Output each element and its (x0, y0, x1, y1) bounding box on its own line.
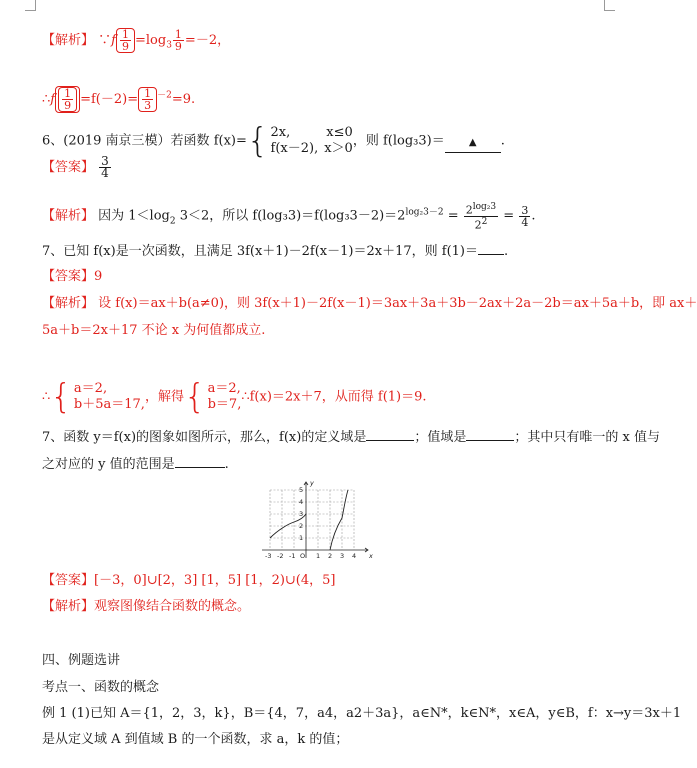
answer-7a: 【答案】9 (42, 269, 103, 284)
analysis-tag: 【解析】 (42, 33, 95, 48)
analysis-tag: 【解析】 (42, 296, 95, 311)
example-1-line-2: 是从定义域 A 到值域 B 的一个函数，求 a，k 的值； (42, 732, 349, 747)
example-1-line-1: 例 1 (1)已知 A＝{1，2，3，k}，B＝{4，7，a4，a2＋3a}，a∈N*，k∈N*，x∈A，y∈B，f：x→y＝3x＋1 (42, 706, 682, 721)
question-7b-line-2: 之对应的 y 值的范围是 . (42, 457, 229, 472)
y-tick-label: 3 (299, 510, 304, 518)
section-heading: 四、例题选讲 (42, 653, 121, 668)
graph-grid (270, 490, 354, 550)
fraction: $\frac{2^{log_23}}{2^2}$ (465, 202, 497, 232)
x-axis-label: x (369, 552, 373, 560)
solution-7b: 【解析】观察图像结合函数的概念。 (42, 599, 251, 614)
origin-label: O (300, 552, 306, 560)
corner-crop-mark (604, 0, 615, 11)
answer-6 (42, 156, 112, 179)
question-6: 6、(2019 南京三模）若函数 f(x)= { 2x, x≤0 f(x－2), x＞0 ，则 f(log₃3)＝ ▲ . (42, 121, 505, 161)
x-tick-label: -3 (265, 552, 272, 560)
graph-axes (262, 482, 368, 558)
y-tick-label: 5 (299, 486, 304, 494)
answer-blank (466, 440, 514, 441)
bracketed-fraction: $\frac{1}{3}$ (138, 87, 157, 112)
x-tick-label: 3 (340, 552, 345, 560)
answer-7b: 【答案】[－3，0]∪[2，3] [1，5] [1，2)∪(4，5] (42, 573, 336, 588)
answer-tag: 【答案】 (42, 269, 95, 284)
fraction: $\frac{3}{4}$ (101, 154, 109, 180)
answer-tag: 【答案】 (42, 573, 95, 588)
corner-crop-mark (25, 0, 36, 11)
x-tick-label: -2 (277, 552, 284, 560)
answer-blank: ▲ (445, 133, 501, 153)
analysis-tag: 【解析】 (42, 599, 95, 614)
question-7a: 7、已知 f(x)是一次函数，且满足 3f(x＋1)－2f(x－1)＝2x＋17，则 f(1)＝ . (42, 244, 509, 259)
solution-7a-line-3: ∴ { a＝2, b＋5a＝17, ，解得 { a＝2, b＝7, ∴f(x)＝2x＋7，从而得 f(1)＝9. (42, 377, 427, 417)
analysis-line-2: ∴f $\frac{1}{9}$ =f(－2)= $\frac{1}{3}$ $^{-2}$=9. (42, 87, 196, 112)
equation-system: { a＝2, b＝7, (183, 377, 242, 417)
answer-blank (366, 440, 414, 441)
bracketed-fraction: $\frac{1}{9}$ (55, 86, 80, 113)
y-tick-label: 2 (299, 522, 304, 530)
fraction: $\frac{1}{9}$ (174, 28, 182, 53)
answer-blank (478, 254, 504, 255)
answer-tag: 【答案】 (42, 160, 95, 175)
answer-blank (175, 467, 225, 468)
question-7b-line-1: 7、函数 y＝f(x)的图象如图所示，那么，f(x)的定义域是 ；值域是 ；其中只有唯一的 x 值与 (42, 430, 660, 445)
equation-system: { a＝2, b＋5a＝17, (50, 377, 145, 417)
piecewise-function: { 2x, x≤0 f(x－2), x＞0 (246, 121, 353, 161)
curve-right-segment (330, 490, 348, 550)
y-axis-label: y (310, 479, 314, 487)
bracketed-fraction: $\frac{1}{9}$ (116, 28, 135, 53)
key-point-heading: 考点一、函数的概念 (42, 680, 160, 695)
x-tick-label: -1 (289, 552, 296, 560)
x-tick-label: 1 (316, 552, 321, 560)
y-tick-label: 1 (299, 534, 304, 542)
y-tick-label: 4 (299, 498, 304, 506)
function-graph (258, 478, 376, 560)
solution-6: 【解析】 因为 $1<\log_2$ 3＜2，所以 $f(\log_33)=f(\log_33-2)=2^{log_23-2}$ = $\frac{2^{log_23}}{2^2}$ = $\frac{3}{4}$ . (42, 202, 536, 232)
fraction: $\frac{3}{4}$ (521, 203, 529, 229)
analysis-tag: 【解析】 (42, 208, 95, 224)
graph-labels (265, 479, 373, 560)
solution-7a-line-1: 【解析】 设 f(x)＝ax＋b(a≠0)，则 3f(x＋1)－2f(x－1)＝3ax＋3a＋3b－2ax＋2a－2b＝ax＋5a＋b，即 ax＋ (42, 296, 697, 311)
solution-7a-line-2: 5a＋b＝2x＋17 不论 x 为何值都成立. (42, 323, 266, 338)
analysis-line-1: 【解析】 ∵f $\frac{1}{9}$ $=\log_3$ $\frac{1}{9}$ =－2， (42, 28, 231, 53)
x-tick-label: 4 (352, 552, 357, 560)
x-tick-label: 2 (328, 552, 333, 560)
